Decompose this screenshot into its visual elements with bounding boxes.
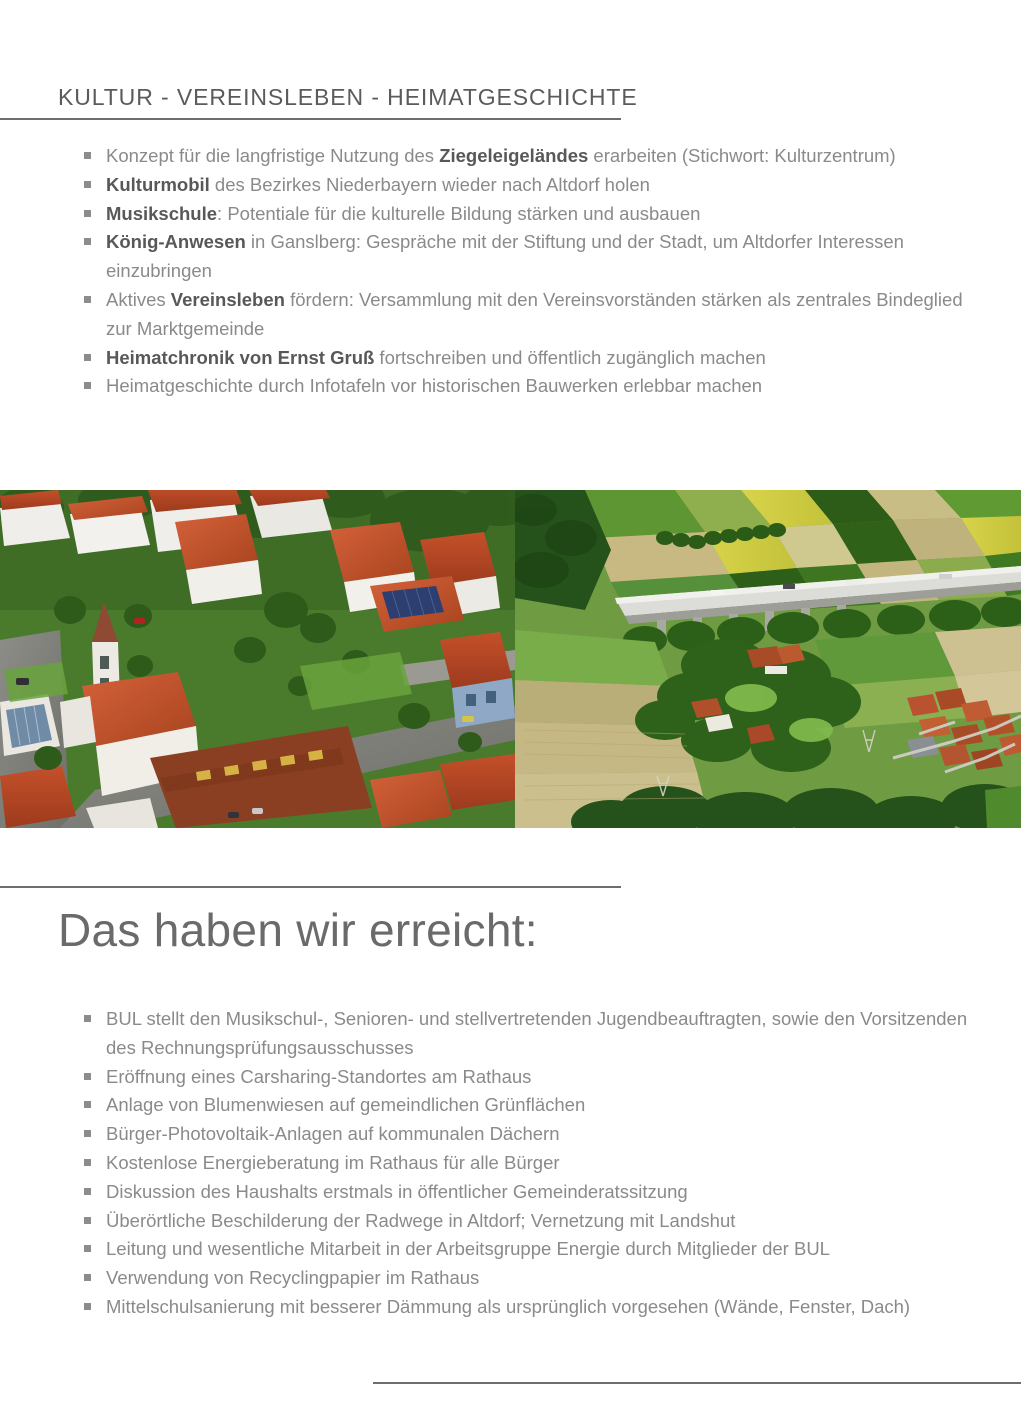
aerial-fields-motorway-photo: [515, 490, 1021, 828]
kultur-bullet-list: [84, 142, 964, 401]
list-item: Mittelschulsanierung mit besserer Dämmung als ursprünglich vorgesehen (Wände, Fenster, Dach): [84, 1293, 984, 1322]
list-item: Kostenlose Energieberatung im Rathaus für alle Bürger: [84, 1149, 984, 1178]
divider-bottom: [373, 1382, 1021, 1384]
list-item: Aktives Vereinsleben fördern: Versammlung mit den Vereinsvorständen stärken als zentrales Bindeglied zur Marktgemeinde: [84, 286, 964, 344]
erreicht-bullet-list: [84, 1005, 984, 1322]
photo-band: [0, 490, 1021, 828]
divider-mid: [0, 886, 621, 888]
list-item: Leitung und wesentliche Mitarbeit in der Arbeitsgruppe Energie durch Mitglieder der BUL: [84, 1235, 984, 1264]
list-item: Überörtliche Beschilderung der Radwege in Altdorf; Vernetzung mit Landshut: [84, 1207, 984, 1236]
section-kultur-title: KULTUR - VEREINSLEBEN - HEIMATGESCHICHTE: [58, 84, 638, 110]
list-item: Anlage von Blumenwiesen auf gemeindlichen Grünflächen: [84, 1091, 984, 1120]
list-item: Heimatgeschichte durch Infotafeln vor historischen Bauwerken erlebbar machen: [84, 372, 964, 401]
list-item: Bürger-Photovoltaik-Anlagen auf kommunalen Dächern: [84, 1120, 984, 1149]
section-erreicht-title: Das haben wir erreicht:: [58, 904, 538, 956]
aerial-village-church-photo: [0, 490, 515, 828]
list-item: Musikschule: Potentiale für die kulturelle Bildung stärken und ausbauen: [84, 200, 964, 229]
list-item: Heimatchronik von Ernst Gruß fortschreiben und öffentlich zugänglich machen: [84, 344, 964, 373]
list-item: Diskussion des Haushalts erstmals in öffentlicher Gemeinderatssitzung: [84, 1178, 984, 1207]
divider-top: [0, 118, 621, 120]
list-item: Eröffnung eines Carsharing-Standortes am Rathaus: [84, 1063, 984, 1092]
list-item: Verwendung von Recyclingpapier im Rathaus: [84, 1264, 984, 1293]
list-item: BUL stellt den Musikschul-, Senioren- und stellvertretenden Jugendbeauftragten, sowie den Vorsitzenden des Rechnungsprüfungsausschusses: [84, 1005, 984, 1063]
list-item: Konzept für die langfristige Nutzung des Ziegeleigeländes erarbeiten (Stichwort: Kulturzentrum): [84, 142, 964, 171]
list-item: Kulturmobil des Bezirkes Niederbayern wieder nach Altdorf holen: [84, 171, 964, 200]
list-item: König-Anwesen in Ganslberg: Gespräche mit der Stiftung und der Stadt, um Altdorfer Interessen einzubringen: [84, 228, 964, 286]
